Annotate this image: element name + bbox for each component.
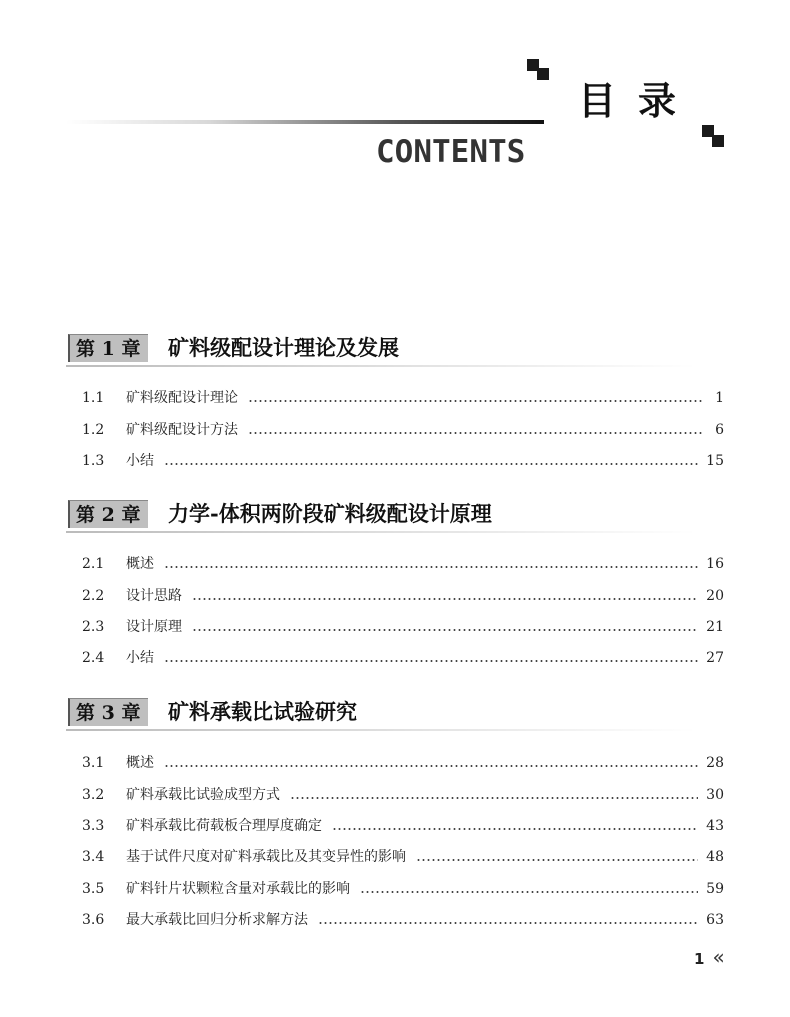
page-number: 16 bbox=[706, 556, 724, 572]
chapter-3-label: 第 3 章 bbox=[68, 698, 148, 726]
section-title: 矿料级配设计方法 bbox=[126, 422, 238, 438]
chapter-1-underline bbox=[66, 365, 696, 367]
page-number: 59 bbox=[706, 881, 724, 897]
toc-entry-1-1[interactable] bbox=[82, 388, 724, 408]
toc-entry-1-2[interactable] bbox=[82, 420, 724, 440]
page-number: 43 bbox=[706, 818, 724, 834]
page-number: 63 bbox=[706, 912, 724, 928]
section-number: 3.6 bbox=[82, 912, 105, 928]
dot-leader bbox=[192, 629, 698, 631]
chapter-2-title: 力学-体积两阶段矿料级配设计原理 bbox=[168, 501, 492, 526]
page-subtitle: CONTENTS bbox=[376, 134, 526, 170]
page-number: 27 bbox=[706, 650, 724, 666]
page-number: 6 bbox=[715, 422, 724, 438]
dot-leader bbox=[192, 598, 698, 600]
section-title: 基于试件尺度对矿料承载比及其变异性的影响 bbox=[126, 849, 406, 865]
page-title: 目录 bbox=[578, 79, 699, 123]
dot-leader bbox=[164, 765, 698, 767]
section-title: 矿料级配设计理论 bbox=[126, 390, 238, 406]
page-number: 48 bbox=[706, 849, 724, 865]
section-title: 矿料承载比荷载板合理厚度确定 bbox=[126, 818, 322, 834]
section-number: 2.2 bbox=[82, 588, 105, 604]
page-number: 15 bbox=[706, 453, 724, 469]
section-title: 概述 bbox=[126, 755, 154, 771]
section-number: 2.3 bbox=[82, 619, 105, 635]
toc-entry-2-2[interactable] bbox=[82, 586, 724, 606]
chapter-2-heading[interactable] bbox=[66, 496, 730, 532]
toc-entry-1-3[interactable] bbox=[82, 451, 724, 471]
chapter-3-underline bbox=[66, 729, 696, 731]
section-number: 3.4 bbox=[82, 849, 105, 865]
toc-entry-2-1[interactable] bbox=[82, 554, 724, 574]
toc-entry-2-4[interactable] bbox=[82, 648, 724, 668]
dot-leader bbox=[416, 859, 698, 861]
section-number: 2.1 bbox=[82, 556, 105, 572]
section-number: 3.5 bbox=[82, 881, 105, 897]
section-title: 设计原理 bbox=[126, 619, 182, 635]
section-title: 小结 bbox=[126, 453, 154, 469]
folio-number: 1 bbox=[694, 950, 705, 968]
section-number: 3.2 bbox=[82, 787, 105, 803]
chapter-2-underline bbox=[66, 531, 696, 533]
section-title: 矿料承载比试验成型方式 bbox=[126, 787, 280, 803]
section-title: 最大承载比回归分析求解方法 bbox=[126, 912, 308, 928]
toc-entry-3-4[interactable] bbox=[82, 847, 724, 867]
decor-square-top-2 bbox=[537, 68, 549, 80]
dot-leader bbox=[318, 922, 698, 924]
page-number: 20 bbox=[706, 588, 724, 604]
dot-leader bbox=[290, 797, 698, 799]
page-number: 28 bbox=[706, 755, 724, 771]
dot-leader bbox=[248, 432, 704, 434]
section-title: 小结 bbox=[126, 650, 154, 666]
toc-entry-3-1[interactable] bbox=[82, 753, 724, 773]
chapter-3-heading[interactable] bbox=[66, 694, 730, 730]
section-number: 3.1 bbox=[82, 755, 105, 771]
double-chevron-left-icon: « bbox=[712, 945, 725, 969]
toc-entry-3-3[interactable] bbox=[82, 816, 724, 836]
section-title: 概述 bbox=[126, 556, 154, 572]
chapter-1-title: 矿料级配设计理论及发展 bbox=[168, 335, 399, 360]
section-number: 1.2 bbox=[82, 422, 105, 438]
dot-leader bbox=[360, 891, 698, 893]
chapter-3-title: 矿料承载比试验研究 bbox=[168, 699, 357, 724]
page-number: 21 bbox=[706, 619, 724, 635]
chapter-2-label: 第 2 章 bbox=[68, 500, 148, 528]
section-title: 矿料针片状颗粒含量对承载比的影响 bbox=[126, 881, 350, 897]
dot-leader bbox=[332, 828, 698, 830]
toc-entry-2-3[interactable] bbox=[82, 617, 724, 637]
section-number: 1.1 bbox=[82, 390, 105, 406]
header-rule bbox=[66, 120, 544, 124]
chapter-1-heading[interactable] bbox=[66, 330, 730, 366]
page-number: 1 bbox=[715, 390, 724, 406]
chapter-1-label: 第 1 章 bbox=[68, 334, 148, 362]
section-number: 2.4 bbox=[82, 650, 105, 666]
dot-leader bbox=[248, 400, 704, 402]
dot-leader bbox=[164, 660, 698, 662]
page-number: 30 bbox=[706, 787, 724, 803]
dot-leader bbox=[164, 463, 698, 465]
toc-entry-3-6[interactable] bbox=[82, 910, 724, 930]
toc-entry-3-5[interactable] bbox=[82, 879, 724, 899]
section-title: 设计思路 bbox=[126, 588, 182, 604]
section-number: 3.3 bbox=[82, 818, 105, 834]
page-folio bbox=[694, 945, 725, 969]
dot-leader bbox=[164, 566, 698, 568]
section-number: 1.3 bbox=[82, 453, 105, 469]
decor-square-right-2 bbox=[712, 135, 724, 147]
toc-entry-3-2[interactable] bbox=[82, 785, 724, 805]
